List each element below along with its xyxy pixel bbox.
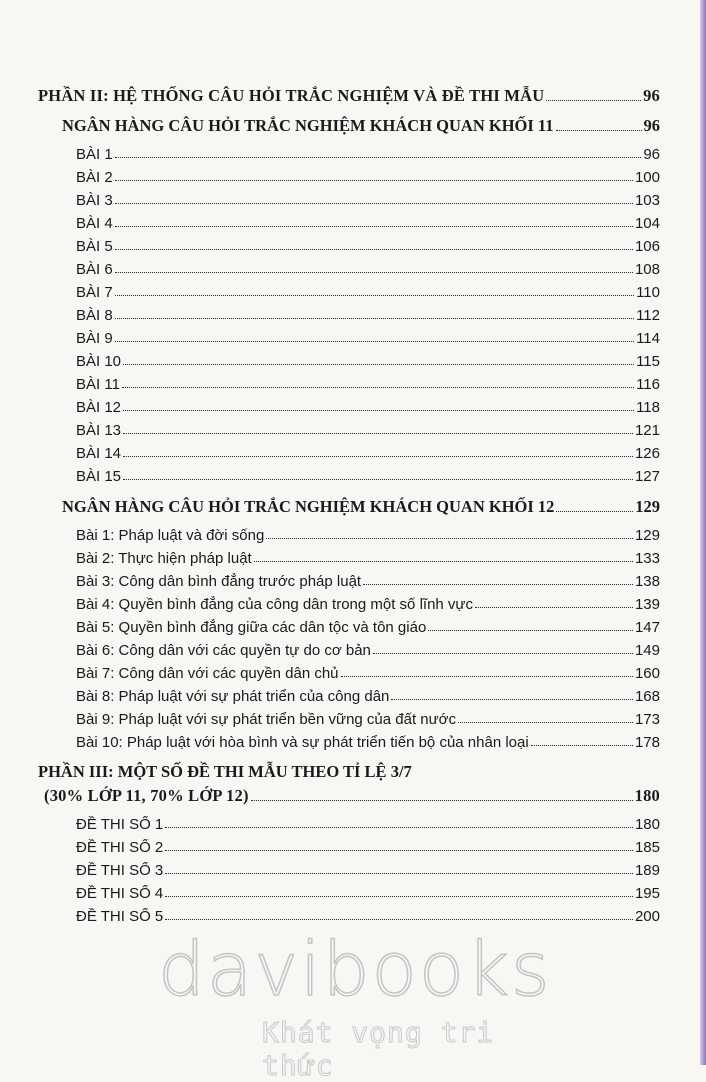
toc-page: 126	[634, 445, 660, 462]
toc-page: 180	[634, 786, 660, 805]
toc-item-grade11[interactable]	[76, 330, 660, 347]
toc-item-grade11[interactable]	[76, 468, 660, 485]
toc-entry-grade12[interactable]	[62, 497, 660, 517]
toc-label: BÀI 3	[76, 192, 113, 209]
toc-page: 149	[634, 642, 660, 659]
toc-page: 108	[634, 261, 660, 278]
toc-page: 147	[634, 619, 660, 636]
toc-page: 185	[634, 839, 660, 856]
dot-leader	[254, 561, 633, 562]
toc-item-grade12[interactable]	[76, 665, 660, 682]
dot-leader	[531, 745, 633, 746]
toc-page: 133	[634, 550, 660, 567]
dot-leader	[122, 387, 634, 388]
toc-page: 138	[634, 573, 660, 590]
toc-page: 118	[636, 399, 660, 416]
toc-label: BÀI 4	[76, 215, 113, 232]
dot-leader	[391, 699, 633, 700]
toc-page: 173	[634, 711, 660, 728]
toc-label: BÀI 15	[76, 468, 122, 485]
toc-label: Bài 1: Pháp luật và đời sống	[76, 527, 265, 544]
toc-item-grade12[interactable]	[76, 573, 660, 590]
toc-label: Bài 7: Công dân với các quyền dân chủ	[76, 665, 339, 682]
toc-label: Bài 8: Pháp luật với sự phát triển của công dân	[76, 688, 390, 705]
dot-leader	[165, 827, 633, 828]
toc-page: 129	[635, 497, 660, 516]
dot-leader	[556, 511, 633, 512]
dot-leader	[115, 203, 633, 204]
dot-leader	[341, 676, 633, 677]
toc-label: BÀI 1	[76, 146, 113, 163]
dot-leader	[556, 130, 642, 131]
toc-item-grade11[interactable]	[76, 146, 660, 163]
toc-label: BÀI 13	[76, 422, 122, 439]
toc-label: BÀI 12	[76, 399, 122, 416]
toc-item-grade12[interactable]	[76, 711, 660, 728]
toc-page: 96	[643, 86, 660, 105]
toc-item-grade11[interactable]	[76, 261, 660, 278]
toc-label: BÀI 10	[76, 353, 122, 370]
dot-leader	[115, 157, 642, 158]
dot-leader	[123, 456, 633, 457]
dot-leader	[115, 295, 634, 296]
toc-label: NGÂN HÀNG CÂU HỎI TRẮC NGHIỆM KHÁCH QUAN KHỐI 12	[62, 497, 555, 516]
toc-label: BÀI 9	[76, 330, 113, 347]
dot-leader	[266, 538, 633, 539]
toc-page: 168	[634, 688, 660, 705]
toc-item-exam[interactable]	[76, 839, 660, 856]
toc-item-grade12[interactable]	[76, 527, 660, 544]
toc-label: ĐỀ THI SỐ 2	[76, 839, 164, 856]
toc-label: ĐỀ THI SỐ 5	[76, 908, 164, 925]
toc-entry-grade11[interactable]	[62, 116, 660, 136]
toc-item-grade12[interactable]	[76, 734, 660, 751]
toc-page: 200	[634, 908, 660, 925]
toc-page: 112	[636, 307, 660, 324]
toc-label: Bài 9: Pháp luật với sự phát triển bền vững của đất nước	[76, 711, 457, 728]
toc-item-grade12[interactable]	[76, 642, 660, 659]
toc-item-grade12[interactable]	[76, 688, 660, 705]
toc-label: Bài 3: Công dân bình đẳng trước pháp luật	[76, 573, 362, 590]
toc-label: BÀI 5	[76, 238, 113, 255]
toc-item-grade11[interactable]	[76, 238, 660, 255]
toc-label: Bài 10: Pháp luật với hòa bình và sự phát triển tiến bộ của nhân loại	[76, 734, 529, 751]
toc-label: BÀI 6	[76, 261, 113, 278]
toc-label: NGÂN HÀNG CÂU HỎI TRẮC NGHIỆM KHÁCH QUAN KHỐI 11	[62, 116, 554, 135]
toc-item-grade11[interactable]	[76, 445, 660, 462]
toc-page: 195	[634, 885, 660, 902]
toc-item-exam[interactable]	[76, 862, 660, 879]
toc-item-exam[interactable]	[76, 816, 660, 833]
toc-item-grade12[interactable]	[76, 619, 660, 636]
toc-label: ĐỀ THI SỐ 1	[76, 816, 164, 833]
toc-item-grade11[interactable]	[76, 284, 660, 301]
toc-label: ĐỀ THI SỐ 4	[76, 885, 164, 902]
toc-label: PHẦN II: HỆ THỐNG CÂU HỎI TRẮC NGHIỆM VÀ ĐỀ THI MẪU	[38, 86, 545, 105]
toc-page: 121	[634, 422, 660, 439]
dot-leader	[123, 479, 633, 480]
dot-leader	[165, 850, 633, 851]
toc-page: 96	[643, 116, 660, 135]
toc-label: BÀI 8	[76, 307, 113, 324]
toc-label: ĐỀ THI SỐ 3	[76, 862, 164, 879]
dot-leader	[165, 919, 633, 920]
toc-page: 114	[636, 330, 660, 347]
toc-item-grade11[interactable]	[76, 169, 660, 186]
toc-page: 115	[636, 353, 660, 370]
dot-leader	[363, 584, 633, 585]
toc-page: 110	[636, 284, 660, 301]
toc-item-exam[interactable]	[76, 908, 660, 925]
dot-leader	[373, 653, 633, 654]
toc-page: 129	[634, 527, 660, 544]
toc-page: 180	[634, 816, 660, 833]
dot-leader	[115, 341, 634, 342]
toc-entry-part3-title[interactable]: PHẦN III: MỘT SỐ ĐỀ THI MẪU THEO TỈ LỆ 3/7	[38, 762, 412, 781]
dot-leader	[115, 226, 633, 227]
dot-leader	[165, 873, 633, 874]
toc-page: 178	[634, 734, 660, 751]
toc-page: 104	[634, 215, 660, 232]
toc-label: Bài 5: Quyền bình đẳng giữa các dân tộc và tôn giáo	[76, 619, 427, 636]
toc-label: (30% LỚP 11, 70% LỚP 12)	[44, 786, 249, 805]
toc-page: 127	[634, 468, 660, 485]
toc-item-exam[interactable]	[76, 885, 660, 902]
toc-item-grade11[interactable]	[76, 192, 660, 209]
toc-item-grade12[interactable]	[76, 596, 660, 613]
toc-item-grade11[interactable]	[76, 215, 660, 232]
toc-label: BÀI 11	[76, 376, 120, 393]
toc-page: 106	[634, 238, 660, 255]
dot-leader	[251, 800, 633, 801]
dot-leader	[123, 364, 634, 365]
toc-page: 96	[643, 146, 660, 163]
dot-leader	[115, 249, 633, 250]
dot-leader	[428, 630, 633, 631]
dot-leader	[458, 722, 633, 723]
toc-label: Bài 6: Công dân với các quyền tự do cơ bản	[76, 642, 371, 659]
toc-item-grade11[interactable]	[76, 399, 660, 416]
toc-item-grade11[interactable]	[76, 376, 660, 393]
toc-item-grade11[interactable]	[76, 422, 660, 439]
toc-label: BÀI 14	[76, 445, 122, 462]
toc-page: 100	[634, 169, 660, 186]
dot-leader	[123, 433, 633, 434]
toc-page: 189	[634, 862, 660, 879]
dot-leader	[115, 318, 634, 319]
toc-label: BÀI 2	[76, 169, 113, 186]
dot-leader	[115, 272, 633, 273]
watermark-tagline: Khát vọng tri thức	[262, 1016, 495, 1082]
toc-item-grade11[interactable]	[76, 307, 660, 324]
toc-item-grade11[interactable]	[76, 353, 660, 370]
toc-entry-part3[interactable]	[44, 786, 660, 806]
toc-entry-part2[interactable]	[38, 86, 660, 106]
dot-leader	[475, 607, 633, 608]
toc-label: Bài 4: Quyền bình đẳng của công dân trong một số lĩnh vực	[76, 596, 473, 613]
watermark-brand: davibooks	[158, 927, 552, 1013]
toc-page: 160	[634, 665, 660, 682]
toc-label: Bài 2: Thực hiện pháp luật	[76, 550, 252, 567]
toc-label: BÀI 7	[76, 284, 113, 301]
toc-page: 139	[634, 596, 660, 613]
page-edge	[700, 0, 706, 1065]
dot-leader	[546, 100, 641, 101]
dot-leader	[115, 180, 633, 181]
dot-leader	[123, 410, 634, 411]
toc-page: 103	[634, 192, 660, 209]
toc-page: 116	[636, 376, 660, 393]
toc-item-grade12[interactable]	[76, 550, 660, 567]
dot-leader	[165, 896, 633, 897]
